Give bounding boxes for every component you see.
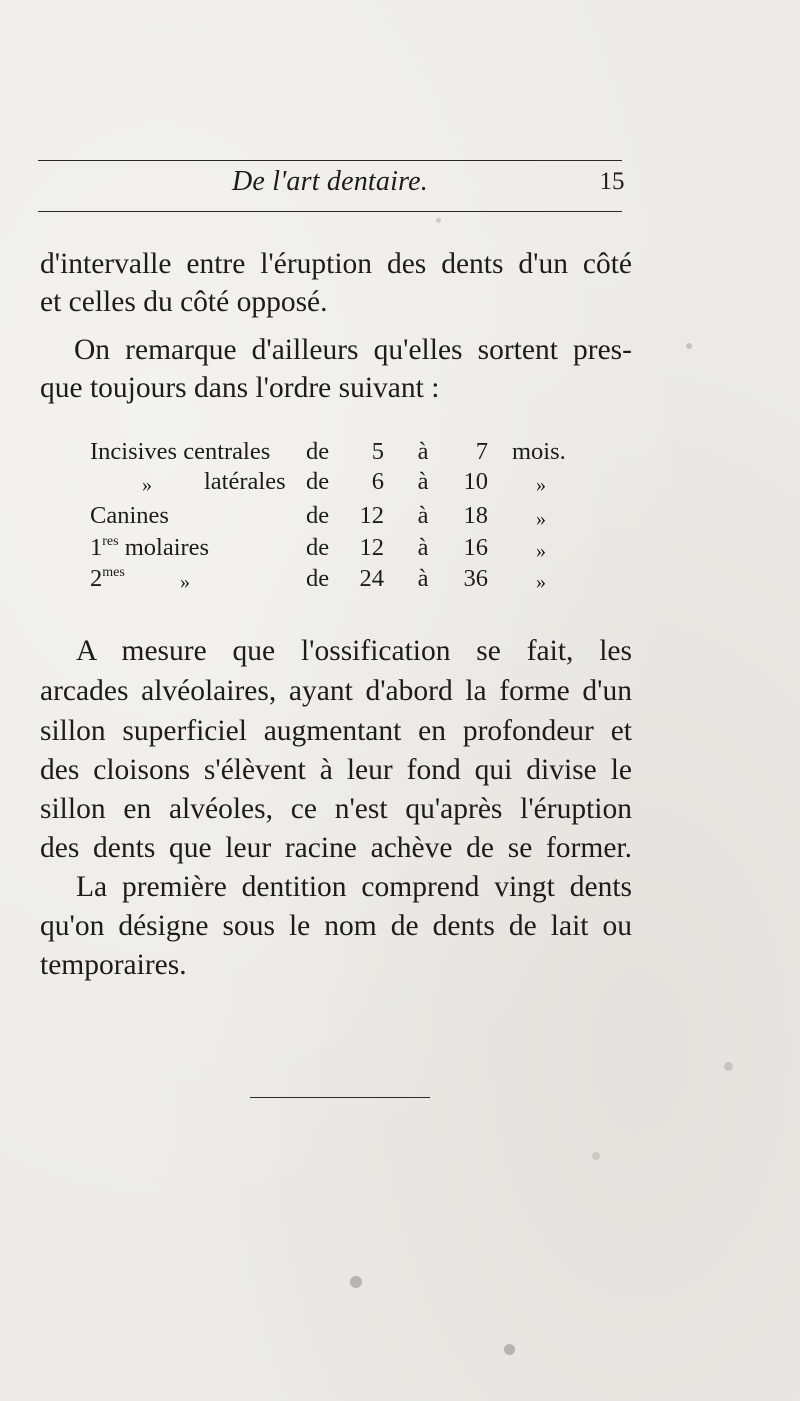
paragraph-line: La première dentition comprend vingt dents	[76, 871, 632, 903]
paragraph-line: sillon en alvéoles, ce n'est qu'après l'éruption	[40, 793, 632, 825]
ditto-mark: »	[142, 474, 152, 496]
unit-label: mois.	[512, 438, 566, 465]
a-word: à	[417, 502, 429, 529]
paragraph-line: sillon superficiel augmentant en profondeur et	[40, 715, 632, 747]
paragraph-line: que toujours dans l'ordre suivant :	[40, 372, 440, 404]
age-from: 24	[359, 565, 384, 592]
ditto-mark: »	[536, 540, 546, 562]
age-from: 12	[359, 534, 384, 561]
tooth-name: 1res molaires	[90, 534, 210, 561]
tooth-name: Canines	[90, 502, 169, 529]
age-to: 10	[463, 468, 488, 495]
a-word: à	[417, 565, 429, 592]
age-from: 5	[371, 438, 384, 465]
ditto-mark: »	[536, 474, 546, 496]
age-to: 16	[463, 534, 488, 561]
paragraph-line: qu'on désigne sous le nom de dents de lait ou	[40, 910, 632, 942]
tooth-name: $2^{mes}$	[90, 565, 125, 592]
age-to: 7	[475, 438, 488, 465]
section-end-rule	[250, 1097, 430, 1098]
tooth-name: Incisives centrales	[90, 438, 271, 465]
de-word: de	[306, 468, 330, 495]
ditto-mark: »	[180, 571, 190, 593]
de-word: de	[306, 438, 330, 465]
age-from: 12	[359, 502, 384, 529]
running-title: De l'art dentaire.	[232, 166, 428, 197]
header-rule-top	[38, 160, 622, 161]
paragraph-line: On remarque d'ailleurs qu'elles sortent pres-	[74, 334, 632, 366]
a-word: à	[417, 468, 429, 495]
paragraph-line: arcades alvéolaires, ayant d'abord la forme d'un	[40, 675, 632, 707]
age-from: 6	[371, 468, 384, 495]
paragraph-line: temporaires.	[40, 949, 187, 981]
de-word: de	[306, 534, 330, 561]
paragraph-line: et celles du côté opposé.	[40, 286, 328, 318]
paper-speck	[350, 1276, 362, 1288]
ordinal-superscript: mes	[102, 565, 125, 580]
paper-speck	[686, 343, 692, 349]
paper-speck	[592, 1152, 600, 1160]
de-word: de	[306, 565, 330, 592]
de-word: de	[306, 502, 330, 529]
paragraph-line: des cloisons s'élèvent à leur fond qui divise le	[40, 754, 632, 786]
paragraph-line: d'intervalle entre l'éruption des dents d'un côté	[40, 248, 632, 280]
a-word: à	[417, 534, 429, 561]
ditto-mark: »	[536, 571, 546, 593]
paper-speck	[504, 1344, 515, 1355]
header-rule-bottom	[38, 211, 622, 212]
ordinal-superscript: res	[102, 534, 119, 549]
paper-speck	[436, 218, 441, 223]
paragraph-line: des dents que leur racine achève de se former.	[40, 832, 632, 864]
paper-speck	[724, 1062, 733, 1071]
ditto-mark: »	[536, 508, 546, 530]
age-to: 36	[463, 565, 488, 592]
paragraph-line: A mesure que l'ossification se fait, les	[76, 635, 632, 667]
a-word: à	[417, 438, 429, 465]
age-to: 18	[463, 502, 488, 529]
page-number: 15	[599, 168, 625, 195]
tooth-name: latérales	[204, 468, 286, 495]
